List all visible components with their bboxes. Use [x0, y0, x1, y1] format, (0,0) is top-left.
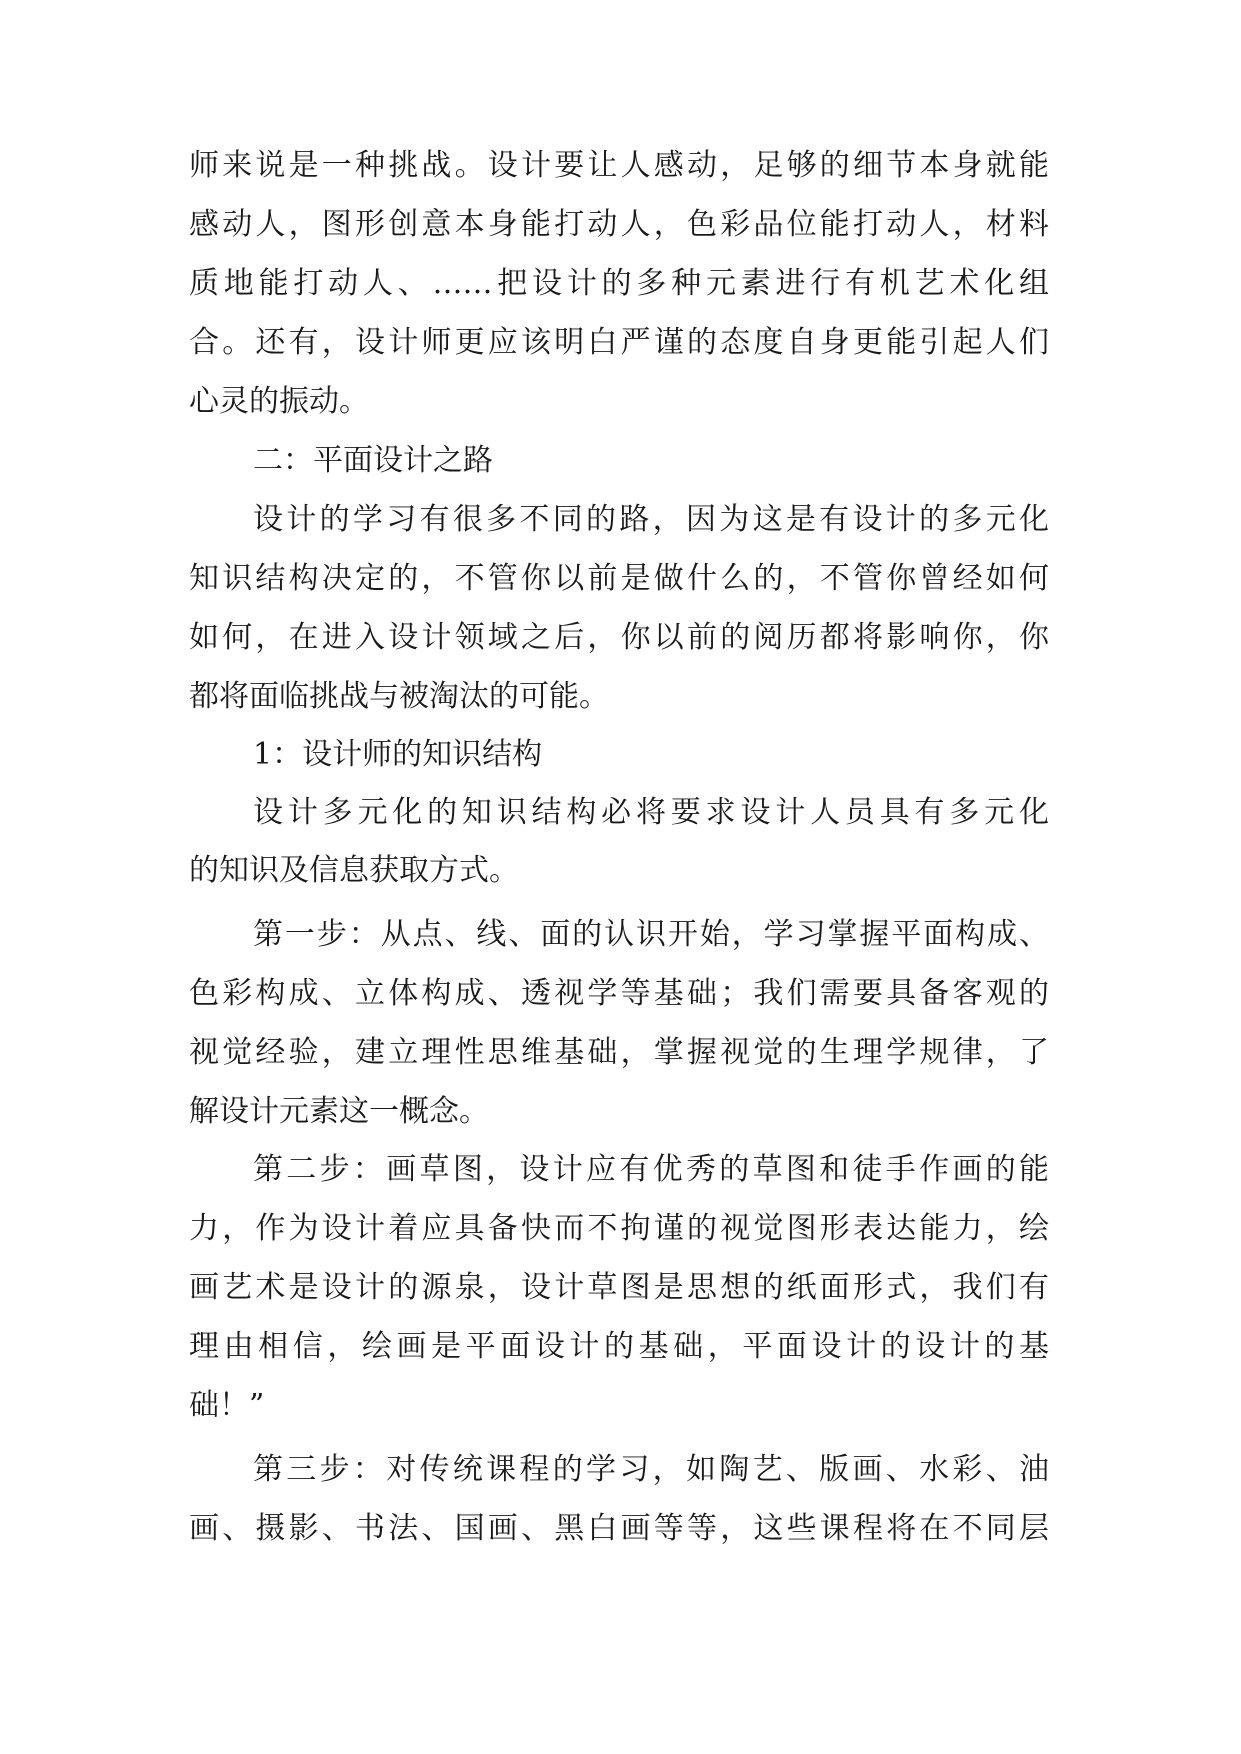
text-line: 画、摄影、书法、国画、黑白画等等，这些课程将在不同层	[189, 1511, 1049, 1546]
text-line: 画艺术是设计的源泉，设计草图是思想的纸面形式，我们有	[189, 1270, 1049, 1305]
text-line: 设计的学习有很多不同的路，因为这是有设计的多元化	[253, 502, 1049, 537]
text-line: 视觉经验，建立理性思维基础，掌握视觉的生理学规律，了	[189, 1035, 1049, 1070]
text-line: 第三步：对传统课程的学习，如陶艺、版画、水彩、油	[253, 1452, 1049, 1487]
text-line: 力，作为设计着应具备快而不拘谨的视觉图形表达能力，绘	[189, 1211, 1049, 1246]
section-heading: 二：平面设计之路	[253, 443, 493, 478]
text-line: 质地能打动人、……把设计的多种元素进行有机艺术化组	[189, 266, 1049, 301]
text-line: 解设计元素这一概念。	[189, 1094, 489, 1129]
subsection-heading: 1：设计师的知识结构	[253, 737, 543, 772]
text-line: 色彩构成、立体构成、透视学等基础；我们需要具备客观的	[189, 976, 1049, 1011]
text-line: 础！”	[189, 1388, 265, 1423]
text-line: 都将面临挑战与被淘汰的可能。	[189, 679, 609, 714]
text-line: 设计多元化的知识结构必将要求设计人员具有多元化	[253, 795, 1049, 830]
text-line: 感动人，图形创意本身能打动人，色彩品位能打动人，材料	[189, 207, 1049, 242]
text-line: 师来说是一种挑战。设计要让人感动，足够的细节本身就能	[189, 148, 1049, 183]
text-line: 第二步：画草图，设计应有优秀的草图和徒手作画的能	[253, 1152, 1049, 1187]
text-line: 理由相信，绘画是平面设计的基础，平面设计的设计的基	[189, 1329, 1049, 1364]
text-line: 的知识及信息获取方式。	[189, 853, 519, 888]
text-line: 如何，在进入设计领域之后，你以前的阅历都将影响你，你	[189, 620, 1049, 655]
text-line: 合。还有，设计师更应该明白严谨的态度自身更能引起人们	[189, 325, 1049, 360]
text-line: 第一步：从点、线、面的认识开始，学习掌握平面构成、	[253, 917, 1049, 952]
text-line: 知识结构决定的，不管你以前是做什么的，不管你曾经如何	[189, 561, 1049, 596]
text-line: 心灵的振动。	[189, 384, 369, 419]
